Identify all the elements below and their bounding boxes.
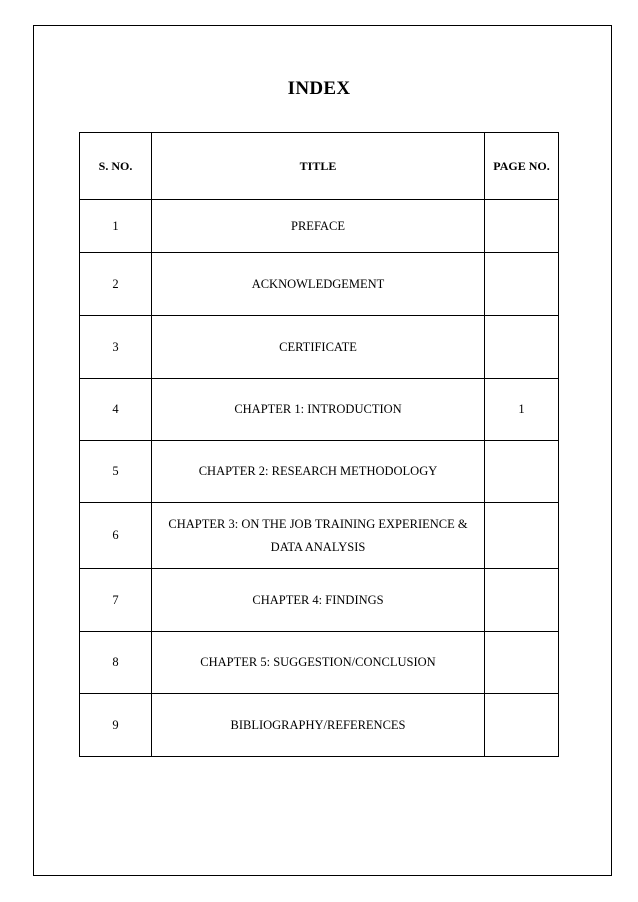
row-sno: 5: [80, 441, 152, 503]
index-table: [79, 132, 559, 757]
row-title: PREFACE: [152, 200, 485, 253]
row-sno: 3: [80, 316, 152, 379]
row-page-no: [485, 632, 559, 694]
table-row: [80, 200, 559, 253]
table-header-row: [80, 133, 559, 200]
row-title: [152, 503, 485, 569]
table-row: [80, 441, 559, 503]
table-row: [80, 503, 559, 569]
row-title: CHAPTER 1: INTRODUCTION: [152, 379, 485, 441]
row-title: ACKNOWLEDGEMENT: [152, 253, 485, 316]
row-sno: 1: [80, 200, 152, 253]
row-page-no: [485, 253, 559, 316]
row-title-line: CHAPTER 3: ON THE JOB TRAINING EXPERIENCE &: [168, 516, 468, 531]
row-page-no: [485, 200, 559, 253]
row-title: CHAPTER 4: FINDINGS: [152, 569, 485, 632]
row-sno: 9: [80, 694, 152, 757]
header-page-no: PAGE NO.: [485, 133, 559, 200]
row-page-no: [485, 316, 559, 379]
row-sno: 4: [80, 379, 152, 441]
table-row: [80, 379, 559, 441]
row-page-no: [485, 569, 559, 632]
row-page-no: [485, 694, 559, 757]
table-row: [80, 694, 559, 757]
row-page-no: 1: [485, 379, 559, 441]
row-sno: 7: [80, 569, 152, 632]
table-row: [80, 632, 559, 694]
row-title: CHAPTER 5: SUGGESTION/CONCLUSION: [152, 632, 485, 694]
row-page-no: [485, 441, 559, 503]
row-title: CHAPTER 2: RESEARCH METHODOLOGY: [152, 441, 485, 503]
row-page-no: [485, 503, 559, 569]
row-title-line: DATA ANALYSIS: [270, 539, 366, 554]
table-row: [80, 316, 559, 379]
header-sno: S. NO.: [80, 133, 152, 200]
row-title: CERTIFICATE: [152, 316, 485, 379]
row-sno: 8: [80, 632, 152, 694]
table-row: [80, 253, 559, 316]
table-row: [80, 569, 559, 632]
row-sno: 6: [80, 503, 152, 569]
page-title: INDEX: [287, 78, 351, 99]
row-title: BIBLIOGRAPHY/REFERENCES: [152, 694, 485, 757]
header-title: TITLE: [152, 133, 485, 200]
row-sno: 2: [80, 253, 152, 316]
